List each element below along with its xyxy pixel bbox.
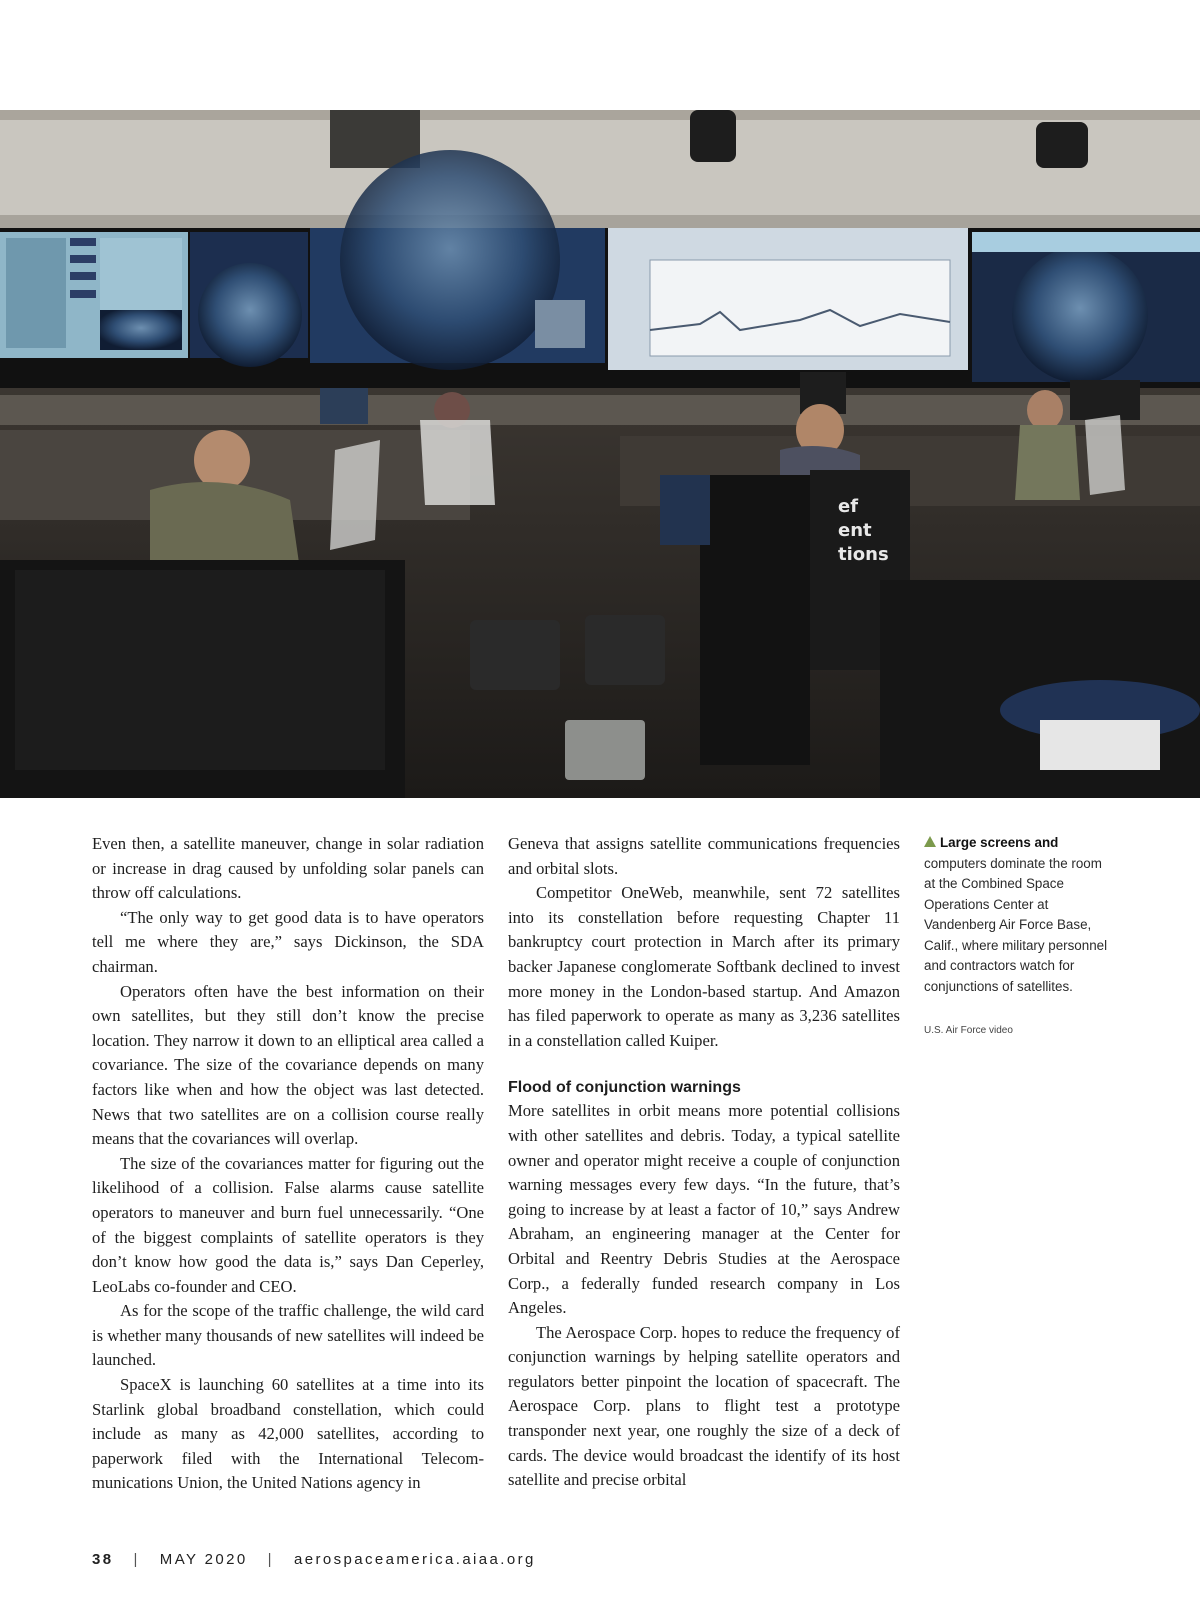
page-footer [92,1551,536,1568]
triangle-up-icon [924,836,936,847]
paragraph: “The only way to get good data is to have operators tell me where they are,” says Dickinson, the SDA chairman. [92,907,484,976]
paragraph: SpaceX is launching 60 satellites at a time into its Starlink global broadband constellation, which could include as many as 42,000 satellites, according to paperwork filed with the International Telecommunications Union, the United Nations agency in [92,1375,484,1493]
photo-caption [924,833,1114,997]
photo-credit: U.S. Air Force video [924,1025,1013,1036]
sign-text-3: tions [838,544,889,565]
paragraph: Even then, a satellite maneuver, change in solar radiation or increase in drag caused by unfolding solar panels can throw off calculations. [92,834,484,903]
footer-separator: | [133,1551,140,1568]
caption-lead: Large screens and [940,835,1059,850]
footer-separator: | [267,1551,274,1568]
sign-text-2: ent [838,520,872,541]
paragraph: More satellites in orbit means more potential collisions with other satellites and debris. Today, a typical satellite owner and operator might receive a couple of conjunction warning messages every few days. “In the future, that’s going to increase by at least a factor of 10,” says Andrew Abraham, an engineering manager at the Center for Orbital and Reentry Debris Studies at the Aerospace Corp., a federally funded research company in Los Angeles. [508,1101,900,1318]
article-column-1 [92,832,484,1496]
page-number: 38 [92,1551,114,1568]
section-subhead: Flood of conjunction warnings [508,1079,741,1097]
paragraph: The Aerospace Corp. hopes to reduce the frequency of conjunction warnings by helping satellite operators and regulators better pinpoint the location of spacecraft. The Aerospace Corp. plans to flight test a prototype transponder next year, one roughly the size of a deck of cards. The device would broadcast the identify of its host satellite and precise orbital [508,1322,900,1490]
website-url[interactable]: aerospaceamerica.aiaa.org [293,1551,536,1568]
caption-body: computers dominate the room at the Combined Space Operations Center at Vandenberg Air Force Base, Calif., where military personnel and contractors watch for conjunctions of satellites. [924,855,1108,994]
issue-date: MAY 2020 [159,1551,248,1568]
sign-text-1: ef [838,496,859,517]
paragraph: Competitor OneWeb, meanwhile, sent 72 satellites into its constellation before requesting Chapter 11 bankruptcy court protection in March after its primary backer Japanese conglomerate Softbank declined to invest more money in the London-based startup. And Amazon has filed paperwork to operate as many as 3,236 satellites in a constellation called Kuiper. [508,883,900,1050]
paragraph: Geneva that assigns satellite communications frequencies and orbital slots. [508,834,900,878]
article-column-2 [508,832,900,1493]
paragraph: Operators often have the best information on their own satellites, but they still don’t know the precise location. They narrow it down to an elliptical area called a covariance. The size of the covariance depends on many factors like when and how the object was last detected. News that two satellites are on a collision course really means that the covariances will overlap. [92,981,484,1149]
paragraph: As for the scope of the traffic challenge, the wild card is whether many thousands of new satellites will indeed be launched. [92,1301,484,1370]
paragraph: The size of the covariances matter for figuring out the likelihood of a collision. False alarms cause satellite operators to maneuver and burn fuel unnecessarily. “One of the biggest complaints of satellite operators is they don’t know how good the data is,” says Dan Ceperley, LeoLabs co-founder and CEO. [92,1153,484,1296]
operations-center-photo [0,110,1200,798]
